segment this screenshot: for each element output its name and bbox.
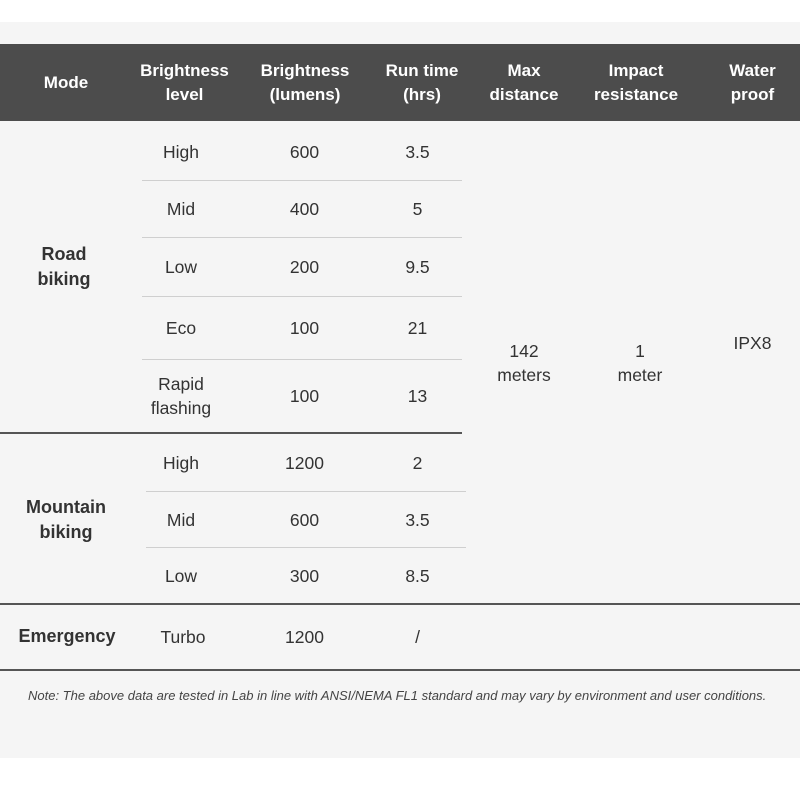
cell-runtime: 13 [407,386,428,406]
row-divider [146,547,466,548]
header-water-proof: Water proof [729,60,776,104]
cell-runtime: 5 [412,199,423,219]
cell-runtime: 9.5 [405,257,430,277]
cell-runtime: 2 [412,452,423,473]
cell-lumens: 100 [289,386,320,406]
table-bottom-border [0,669,800,671]
row-divider [142,180,462,181]
row-divider [142,296,462,297]
cell-level: Eco [165,318,197,338]
group-road-biking: Road biking [37,244,91,289]
group-divider [0,603,800,605]
cell-level: Low [164,257,198,277]
cell-lumens: 100 [289,318,320,338]
cell-level: Mid [166,509,196,530]
cell-lumens: 1200 [285,626,324,647]
header-brightness-level: Brightness level [140,60,229,104]
row-divider [142,359,462,360]
row-divider [146,491,466,492]
header-impact-resistance: Impact resistance [593,60,679,104]
cell-runtime: 21 [407,318,428,338]
footnote: Note: The above data are tested in Lab in line with ANSI/NEMA FL1 standard and may vary by environment and user conditions. [28,688,767,703]
cell-max-distance: 142 meters [497,341,551,385]
group-emergency: Emergency [18,626,116,646]
header-mode: Mode [43,72,89,92]
cell-water-proof: IPX8 [733,333,772,353]
cell-lumens: 600 [289,141,320,162]
cell-lumens: 200 [289,257,320,277]
header-run-time: Run time (hrs) [385,60,459,104]
cell-lumens: 600 [289,509,320,530]
cell-level: High [163,141,199,162]
cell-runtime: 3.5 [405,509,430,530]
cell-lumens: 1200 [285,452,324,473]
cell-level: Turbo [160,626,206,647]
cell-level: High [163,452,199,473]
group-mountain-biking: Mountain biking [26,497,106,542]
header-brightness-lumens: Brightness (lumens) [260,60,350,104]
cell-runtime: / [415,626,420,647]
cell-lumens: 400 [289,199,320,219]
group-divider [0,432,462,434]
cell-lumens: 300 [289,565,320,586]
cell-runtime: 3.5 [405,141,430,162]
cell-runtime: 8.5 [405,565,430,586]
cell-level: Low [164,565,198,586]
row-divider [142,237,462,238]
cell-impact-resistance: 1 meter [617,341,663,385]
header-max-distance: Max distance [489,60,559,104]
cell-level: Mid [166,199,196,219]
cell-level: Rapid flashing [150,374,212,418]
